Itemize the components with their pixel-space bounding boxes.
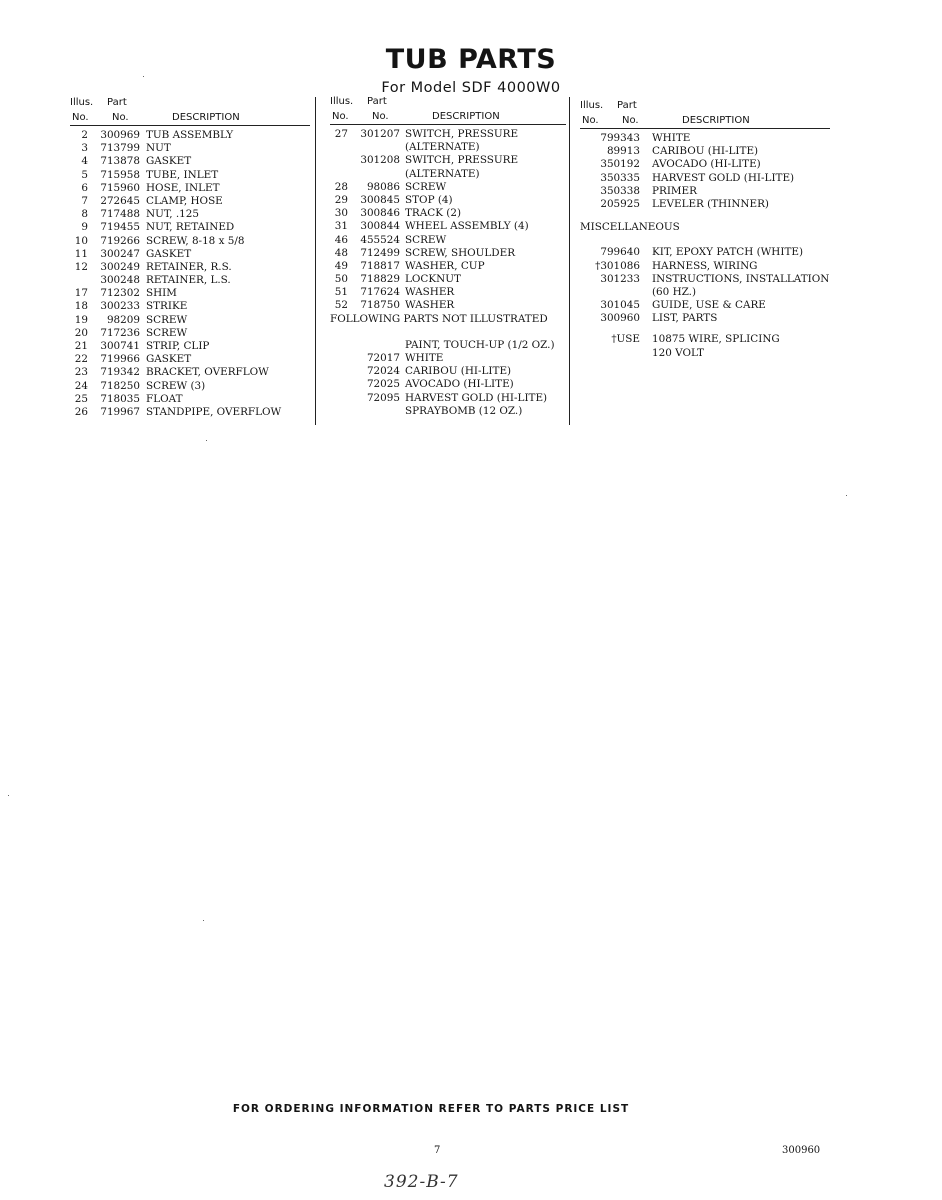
- illus-number: 10: [74, 234, 88, 247]
- part-number: 712302: [100, 287, 140, 300]
- part-row: [330, 299, 566, 312]
- part-description: 10875 WIRE, SPLICING: [652, 333, 780, 346]
- header-no: No.: [332, 111, 349, 122]
- header-no: No.: [72, 112, 89, 123]
- part-row: [580, 299, 830, 312]
- part-row: [330, 154, 566, 167]
- part-row: [70, 393, 310, 406]
- part-description: TUB ASSEMBLY: [146, 129, 234, 141]
- part-description: RETAINER, R.S.: [146, 260, 232, 273]
- part-row: [70, 300, 310, 313]
- illus-number: 28: [334, 180, 348, 193]
- part-description: SHIM: [146, 287, 177, 300]
- parts-column-1: [70, 97, 310, 419]
- part-row: [580, 347, 830, 360]
- part-number: 719266: [100, 234, 140, 247]
- header-description: DESCRIPTION: [432, 111, 500, 122]
- illus-number: 50: [334, 273, 348, 286]
- part-description: RETAINER, L.S.: [146, 274, 231, 287]
- part-number: 72025: [366, 378, 400, 391]
- part-number: 300248: [100, 274, 140, 287]
- part-row: [580, 158, 830, 171]
- part-row: [70, 287, 310, 300]
- part-row: [330, 286, 566, 299]
- part-number: 301208: [360, 154, 400, 167]
- part-row: [330, 339, 566, 352]
- column-divider: [315, 97, 316, 425]
- part-row: [330, 392, 566, 405]
- illus-number: 49: [334, 259, 348, 272]
- part-row: [70, 327, 310, 340]
- part-number: 715958: [100, 168, 140, 181]
- illus-number: 4: [81, 155, 88, 168]
- part-number: 205925: [600, 197, 640, 210]
- part-row: [330, 141, 566, 154]
- part-description: TUBE, INLET: [146, 168, 219, 181]
- part-description: WASHER: [405, 299, 455, 312]
- part-row: [70, 406, 310, 419]
- illus-number: 46: [334, 233, 348, 246]
- part-row: [330, 194, 566, 207]
- illus-number: 51: [334, 286, 348, 299]
- parts-column-2: [330, 96, 566, 418]
- miscellaneous-list: [580, 246, 830, 325]
- part-description: GASKET: [146, 353, 192, 366]
- part-number: 300845: [360, 193, 400, 206]
- part-description: AVOCADO (HI-LITE): [652, 158, 761, 171]
- header-illus: Illus.: [70, 97, 94, 108]
- illus-number: 48: [334, 246, 348, 259]
- paint-list: [330, 339, 566, 418]
- illus-number: 29: [334, 193, 348, 206]
- part-row: [580, 312, 830, 325]
- part-description: STRIKE: [146, 300, 188, 313]
- illus-number: 12: [74, 260, 88, 273]
- part-number: 799640: [600, 246, 640, 259]
- part-number: 350338: [600, 184, 640, 197]
- part-number: 301045: [600, 299, 640, 312]
- not-illustrated-note: FOLLOWING PARTS NOT ILLUSTRATED: [330, 312, 548, 325]
- part-row: [70, 314, 310, 327]
- part-row: [330, 365, 566, 378]
- part-description: LIST, PARTS: [652, 312, 718, 325]
- part-description: SCREW: [146, 326, 188, 339]
- illus-number: 20: [74, 326, 88, 339]
- part-description: WHEEL ASSEMBLY (4): [405, 220, 529, 233]
- part-description: HOSE, INLET: [146, 181, 220, 194]
- part-number: 300846: [360, 207, 400, 220]
- column-divider: [569, 97, 570, 425]
- part-row: [70, 380, 310, 393]
- parts-column-3: [580, 100, 830, 360]
- part-row: [330, 352, 566, 365]
- part-number: 300249: [100, 260, 140, 273]
- part-row: [580, 260, 830, 273]
- part-row: [580, 145, 830, 158]
- part-description: BRACKET, OVERFLOW: [146, 366, 269, 379]
- part-row: [580, 132, 830, 145]
- part-number: 301233: [600, 272, 640, 285]
- part-row: [70, 261, 310, 274]
- part-row: [330, 260, 566, 273]
- part-number: 712499: [360, 246, 400, 259]
- part-number: 300233: [100, 300, 140, 313]
- illus-number: 9: [81, 221, 88, 234]
- part-row: [330, 405, 566, 418]
- part-number: 72017: [366, 352, 400, 365]
- part-row: [70, 221, 310, 234]
- part-number: 718829: [360, 273, 400, 286]
- part-number: 89913: [606, 145, 640, 158]
- part-row: [70, 340, 310, 353]
- part-number: 713878: [100, 155, 140, 168]
- part-description: KIT, EPOXY PATCH (WHITE): [652, 246, 804, 259]
- part-row: [580, 185, 830, 198]
- part-row: [330, 234, 566, 247]
- illus-number: 3: [81, 142, 88, 155]
- part-description: CLAMP, HOSE: [146, 194, 223, 207]
- part-description: STANDPIPE, OVERFLOW: [146, 405, 282, 418]
- model-subtitle: For Model SDF 4000W0: [381, 80, 561, 96]
- part-number: 717488: [100, 208, 140, 221]
- column-header: [70, 97, 310, 126]
- part-number: 300960: [600, 312, 640, 325]
- part-number: 717236: [100, 326, 140, 339]
- part-number: †301086: [595, 259, 640, 272]
- header-description: DESCRIPTION: [682, 115, 750, 126]
- part-number: 300969: [100, 129, 140, 141]
- part-number: 719966: [100, 353, 140, 366]
- illus-number: 6: [81, 181, 88, 194]
- part-row: [70, 182, 310, 195]
- part-description: GASKET: [146, 155, 192, 168]
- part-number: †USE: [611, 333, 640, 346]
- part-row: [580, 198, 830, 211]
- part-description: WHITE: [405, 352, 444, 365]
- part-description: SWITCH, PRESSURE: [405, 154, 519, 167]
- part-row: [70, 195, 310, 208]
- part-description: LEVELER (THINNER): [652, 197, 769, 210]
- part-number: 300247: [100, 247, 140, 260]
- part-number: 350192: [600, 158, 640, 171]
- part-number: 72024: [366, 365, 400, 378]
- header-illus: Illus.: [330, 96, 354, 107]
- part-number: 799343: [600, 132, 640, 144]
- part-row: [330, 378, 566, 391]
- part-number: 719455: [100, 221, 140, 234]
- part-row: [330, 128, 566, 141]
- part-row: [330, 273, 566, 286]
- ordering-information: FOR ORDERING INFORMATION REFER TO PARTS PRICE LIST: [232, 1103, 630, 1115]
- page-title: TUB PARTS: [385, 44, 557, 75]
- part-number: 718250: [100, 379, 140, 392]
- illus-number: 8: [81, 208, 88, 221]
- part-number: 719967: [100, 405, 140, 418]
- part-description: SCREW, 8-18 x 5/8: [146, 234, 245, 247]
- handwritten-note: 392-B-7: [384, 1172, 459, 1192]
- part-row: [580, 333, 830, 346]
- part-row: [580, 273, 830, 286]
- header-description: DESCRIPTION: [172, 112, 240, 123]
- part-description: GASKET: [146, 247, 192, 260]
- paint-colors-list: [580, 132, 830, 211]
- part-description: SCREW (3): [146, 379, 206, 392]
- illus-number: 25: [74, 392, 88, 405]
- part-row: [70, 208, 310, 221]
- part-description: SCREW: [405, 233, 447, 246]
- part-description: WASHER: [405, 286, 455, 299]
- illus-number: 31: [334, 220, 348, 233]
- part-row: [330, 168, 566, 181]
- parts-list: [330, 128, 566, 313]
- header-part: Part: [107, 97, 127, 108]
- part-number: 718817: [360, 259, 400, 272]
- part-description: WASHER, CUP: [405, 259, 485, 272]
- part-number: 718750: [360, 299, 400, 312]
- part-number: 98086: [366, 180, 400, 193]
- part-description: HARNESS, WIRING: [652, 259, 758, 272]
- header-part: Part: [617, 100, 637, 111]
- part-description: (ALTERNATE): [405, 141, 480, 154]
- part-number: 713799: [100, 142, 140, 155]
- part-row: [330, 247, 566, 260]
- header-no: No.: [582, 115, 599, 126]
- illus-number: 5: [81, 168, 88, 181]
- column-header: [330, 96, 566, 125]
- illus-number: 22: [74, 353, 88, 366]
- part-description: LOCKNUT: [405, 273, 461, 286]
- part-row: [70, 169, 310, 182]
- part-description: (60 HZ.): [652, 285, 697, 298]
- part-row: [70, 142, 310, 155]
- part-description: WHITE: [652, 132, 691, 144]
- illus-number: 17: [74, 287, 88, 300]
- part-row: [580, 286, 830, 299]
- part-number: 98209: [106, 313, 140, 326]
- part-description: NUT, .125: [146, 208, 199, 221]
- part-description: SCREW: [146, 313, 188, 326]
- part-row: [70, 366, 310, 379]
- part-row: [70, 353, 310, 366]
- part-number: 350335: [600, 171, 640, 184]
- part-description: HARVEST GOLD (HI-LITE): [405, 391, 548, 404]
- part-row: [70, 235, 310, 248]
- illus-number: 2: [81, 129, 88, 141]
- page-number: 7: [434, 1145, 441, 1156]
- illus-number: 30: [334, 207, 348, 220]
- illus-number: 27: [334, 128, 348, 140]
- part-number: 301207: [360, 128, 400, 140]
- illus-number: 26: [74, 405, 88, 418]
- header-part-no: No.: [372, 111, 389, 122]
- document-number: 300960: [782, 1145, 821, 1156]
- part-description: SWITCH, PRESSURE: [405, 128, 519, 140]
- part-description: SPRAYBOMB (12 OZ.): [405, 404, 523, 417]
- illus-number: 21: [74, 340, 88, 352]
- part-row: [330, 181, 566, 194]
- part-number: 715960: [100, 181, 140, 194]
- header-part-no: No.: [112, 112, 129, 123]
- parts-list: [70, 129, 310, 419]
- part-description: SCREW, SHOULDER: [405, 246, 516, 259]
- part-description: CARIBOU (HI-LITE): [405, 365, 512, 378]
- part-description: 120 VOLT: [652, 346, 704, 359]
- part-number: 300844: [360, 220, 400, 233]
- part-number: 72095: [366, 391, 400, 404]
- illus-number: 11: [74, 247, 88, 260]
- part-number: 300741: [100, 340, 140, 352]
- header-part: Part: [367, 96, 387, 107]
- part-description: PRIMER: [652, 184, 697, 197]
- part-description: NUT: [146, 142, 171, 155]
- part-number: 718035: [100, 392, 140, 405]
- illus-number: 24: [74, 379, 88, 392]
- part-description: PAINT, TOUCH-UP (1/2 OZ.): [405, 338, 555, 351]
- part-row: [70, 155, 310, 168]
- part-description: INSTRUCTIONS, INSTALLATION: [652, 272, 830, 285]
- miscellaneous-heading: MISCELLANEOUS: [580, 221, 680, 234]
- part-description: STRIP, CLIP: [146, 340, 210, 352]
- illus-number: 18: [74, 300, 88, 313]
- illus-number: 7: [81, 194, 88, 207]
- part-number: 455524: [360, 233, 400, 246]
- part-row: [580, 172, 830, 185]
- part-description: GUIDE, USE & CARE: [652, 299, 766, 312]
- part-description: AVOCADO (HI-LITE): [405, 378, 514, 391]
- illus-number: 23: [74, 366, 88, 379]
- header-part-no: No.: [622, 115, 639, 126]
- illus-number: 19: [74, 313, 88, 326]
- use-note-list: [580, 333, 830, 359]
- part-description: TRACK (2): [405, 207, 461, 220]
- part-row: [330, 220, 566, 233]
- illus-number: 52: [334, 299, 348, 312]
- part-description: SCREW: [405, 180, 447, 193]
- column-header: [580, 100, 830, 129]
- part-number: 719342: [100, 366, 140, 379]
- part-number: 272645: [100, 194, 140, 207]
- part-description: (ALTERNATE): [405, 167, 480, 180]
- part-description: NUT, RETAINED: [146, 221, 235, 234]
- part-description: STOP (4): [405, 193, 453, 206]
- part-row: [70, 274, 310, 287]
- part-row: [330, 207, 566, 220]
- part-row: [580, 246, 830, 259]
- part-description: CARIBOU (HI-LITE): [652, 145, 759, 158]
- part-description: HARVEST GOLD (HI-LITE): [652, 171, 795, 184]
- part-number: 717624: [360, 286, 400, 299]
- part-description: FLOAT: [146, 392, 183, 405]
- part-row: [70, 248, 310, 261]
- part-row: [70, 129, 310, 142]
- header-illus: Illus.: [580, 100, 604, 111]
